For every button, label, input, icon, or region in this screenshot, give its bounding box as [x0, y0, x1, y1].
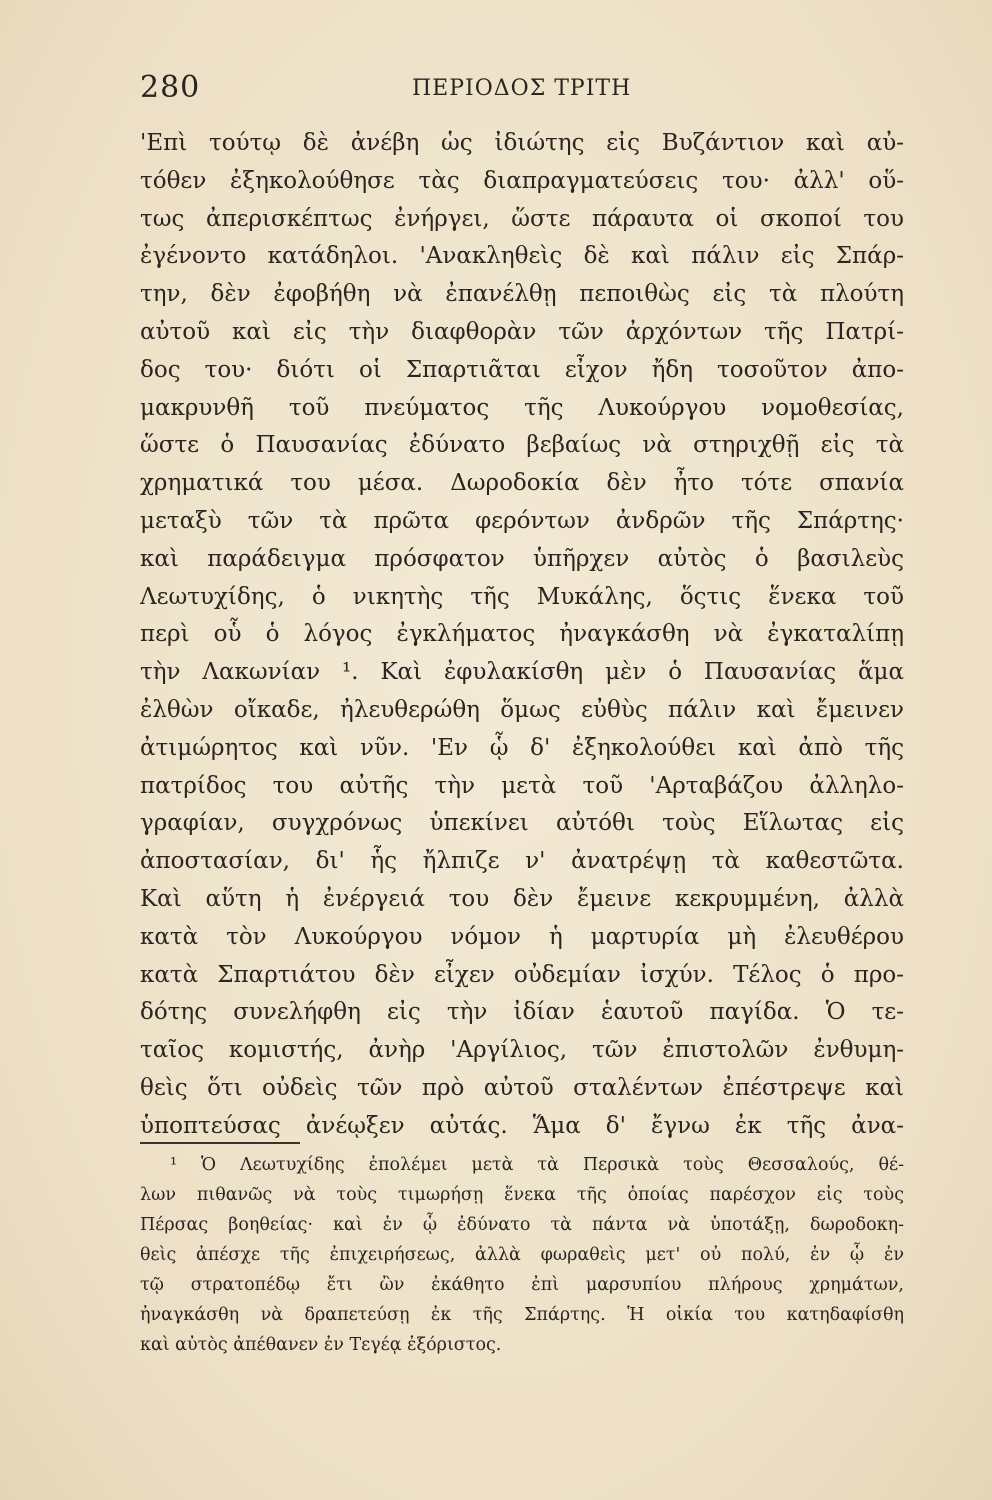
page-number: 280	[140, 70, 201, 105]
text-line: δος του· διότι οἱ Σπαρτιᾶται εἶχον ἤδη τοσοῦτον ἀπο-	[140, 356, 904, 383]
footnote-divider	[140, 1142, 300, 1144]
text-line: Λεωτυχίδης, ὁ νικητὴς τῆς Μυκάλης, ὅςτις ἕνεκα τοῦ	[140, 583, 904, 610]
text-line: κατὰ Σπαρτιάτου δὲν εἶχεν οὐδεμίαν ἰσχύν. Τέλος ὁ προ-	[140, 961, 904, 988]
text-line: ταῖος κομιστής, ἀνὴρ 'Αργίλιος, τῶν ἐπιστολῶν ἐνθυμη-	[140, 1037, 904, 1064]
footnote-line: θεὶς ἀπέσχε τῆς ἐπιχειρήσεως, ἀλλὰ φωραθεὶς μετ' οὐ πολύ, ἐν ᾧ ἐν	[140, 1245, 904, 1265]
text-line: την, δὲν ἐφοβήθη νὰ ἐπανέλθῃ πεποιθὼς εἰς τὰ πλούτη	[140, 281, 904, 308]
footnotes	[140, 1150, 904, 1360]
text-line: μακρυνθῆ τοῦ πνεύματος τῆς Λυκούργου νομοθεσίας,	[140, 394, 904, 421]
footnote-line: Πέρσας βοηθείας· καὶ ἐν ᾧ ἐδύνατο τὰ πάντα νὰ ὑποτάξῃ, δωροδοκη-	[140, 1215, 904, 1235]
running-title: ΠΕΡΙΟΔΟΣ ΤΡΙΤΗ	[412, 76, 632, 101]
body-text	[140, 125, 904, 1146]
footnote-line: καὶ αὐτὸς ἀπέθανεν ἐν Τεγέᾳ ἐξόριστος.	[140, 1335, 502, 1355]
text-line: ἐγένοντο κατάδηλοι. 'Ανακληθεὶς δὲ καὶ πάλιν εἰς Σπάρ-	[140, 243, 904, 270]
text-line: πατρίδος του αὐτῆς τὴν μετὰ τοῦ 'Αρταβάζου ἀλληλο-	[140, 772, 904, 799]
text-line: τόθεν ἐξηκολούθησε τὰς διαπραγματεύσεις του· ἀλλ' οὕ-	[140, 167, 904, 194]
text-line: δότης συνελήφθη εἰς τὴν ἰδίαν ἑαυτοῦ παγίδα. Ὁ τε-	[140, 999, 904, 1026]
text-line: γραφίαν, συγχρόνως ὑπεκίνει αὐτόθι τοὺς Εἵλωτας εἰς	[140, 810, 904, 837]
text-line: χρηματικά του μέσα. Δωροδοκία δὲν ἦτο τότε σπανία	[140, 470, 904, 497]
footnote-line: ἠναγκάσθη νὰ δραπετεύσῃ ἐκ τῆς Σπάρτης. Ἡ οἰκία του κατηδαφίσθη	[140, 1305, 904, 1325]
text-line: ἐλθὼν οἴκαδε, ἠλευθερώθη ὅμως εὐθὺς πάλιν καὶ ἔμεινεν	[140, 696, 904, 723]
text-line: περὶ οὗ ὁ λόγος ἐγκλήματος ἠναγκάσθη νὰ ἐγκαταλίπῃ	[140, 621, 904, 648]
footnote-line: τῷ στρατοπέδῳ ἔτι ὢν ἐκάθητο ἐπὶ μαρσυπίου πλήρους χρημάτων,	[140, 1275, 904, 1295]
text-line: 'Επὶ τούτῳ δὲ ἀνέβη ὡς ἰδιώτης εἰς Βυζάντιον καὶ αὐ-	[140, 130, 904, 156]
text-line: ἀτιμώρητος καὶ νῦν. 'Εν ᾧ δ' ἐξηκολούθει καὶ ἀπὸ τῆς	[140, 734, 904, 761]
text-line: μεταξὺ τῶν τὰ πρῶτα φερόντων ἀνδρῶν τῆς Σπάρτης·	[140, 507, 904, 534]
text-line: ἀποστασίαν, δι' ἧς ἤλπιζε ν' ἀνατρέψῃ τὰ καθεστῶτα.	[140, 848, 904, 875]
footnote-line: λων πιθανῶς νὰ τοὺς τιμωρήσῃ ἕνεκα τῆς ὁποίας παρέσχον εἰς τοὺς	[140, 1185, 904, 1205]
text-line: τὴν Λακωνίαν ¹. Καὶ ἐφυλακίσθη μὲν ὁ Παυσανίας ἅμα	[140, 659, 904, 686]
text-line: θεὶς ὅτι οὐδεὶς τῶν πρὸ αὐτοῦ σταλέντων ἐπέστρεψε καὶ	[140, 1074, 904, 1101]
text-line: ὥστε ὁ Παυσανίας ἐδύνατο βεβαίως νὰ στηριχθῇ εἰς τὰ	[140, 432, 904, 459]
text-line: κατὰ τὸν Λυκούργου νόμον ἡ μαρτυρία μὴ ἐλευθέρου	[140, 923, 904, 950]
text-line: ὑποπτεύσας ἀνέῳξεν αὐτάς. Ἅμα δ' ἔγνω ἐκ τῆς ἀνα-	[140, 1112, 904, 1139]
page-header	[140, 70, 904, 110]
text-line: καὶ παράδειγμα πρόσφατον ὑπῆρχεν αὐτὸς ὁ βασιλεὺς	[140, 545, 904, 572]
footnote-line: ¹ Ὁ Λεωτυχίδης ἐπολέμει μετὰ τὰ Περσικὰ τοὺς Θεσσαλούς, θέ-	[170, 1155, 904, 1175]
text-line: τως ἀπερισκέπτως ἐνήργει, ὥστε πάραυτα οἱ σκοποί του	[140, 205, 904, 232]
text-line: αὐτοῦ καὶ εἰς τὴν διαφθορὰν τῶν ἀρχόντων τῆς Πατρί-	[140, 318, 904, 345]
text-line: Καὶ αὕτη ἡ ἐνέργειά του δὲν ἔμεινε κεκρυμμένη, ἀλλὰ	[140, 885, 904, 912]
